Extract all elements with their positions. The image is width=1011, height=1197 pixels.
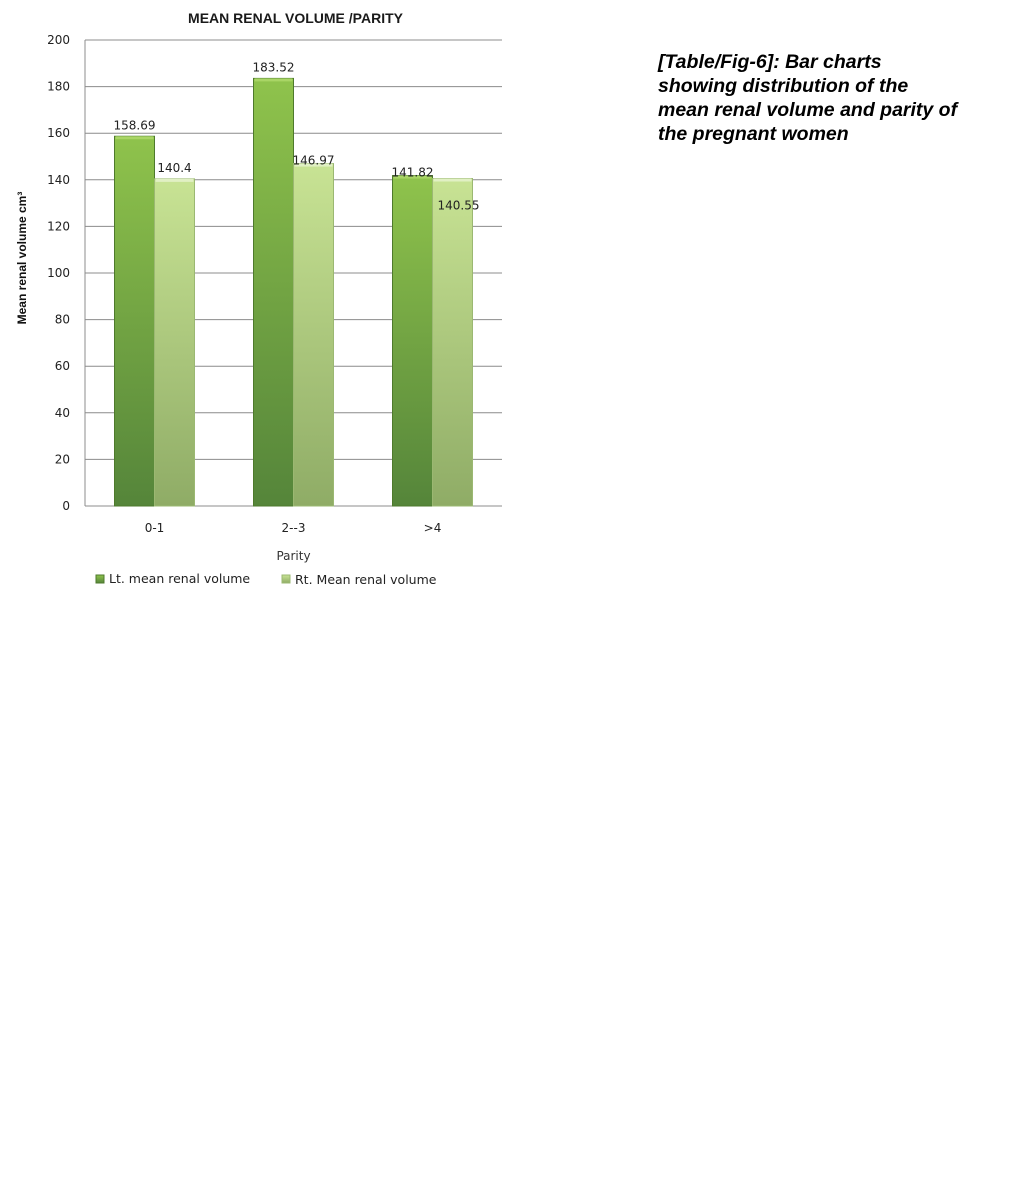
y-tick-label: 80: [54, 312, 70, 327]
legend-swatch: [96, 575, 104, 583]
legend-label: Rt. Mean renal volume: [295, 572, 437, 587]
bar-lt-1: [254, 78, 294, 506]
legend: [96, 571, 437, 587]
bar-rt-0: [155, 179, 195, 506]
y-tick-label: 40: [54, 405, 70, 420]
bar-rt-2: [433, 179, 473, 506]
x-tick-label: >4: [423, 521, 442, 535]
data-label: 140.55: [437, 198, 480, 213]
chart-title: MEAN RENAL VOLUME /PARITY: [188, 10, 403, 26]
data-label: 141.82: [391, 165, 434, 180]
data-label: 146.97: [292, 153, 335, 168]
bar-lt-2: [393, 176, 433, 506]
bar-top-highlight: [434, 179, 472, 182]
y-axis-title: Mean renal volume cm³: [15, 191, 29, 325]
y-tick-label: 140: [47, 172, 70, 187]
data-label: 158.69: [113, 118, 156, 133]
y-axis-ticks: [47, 33, 70, 513]
x-tick-label: 2--3: [281, 521, 306, 535]
bar-lt-0: [115, 136, 155, 506]
data-label: 183.52: [252, 60, 295, 75]
y-tick-label: 200: [47, 33, 70, 47]
x-tick-label: 0-1: [144, 521, 165, 535]
x-axis-title: Parity: [276, 549, 311, 563]
y-tick-label: 100: [47, 266, 70, 280]
y-tick-label: 60: [54, 359, 70, 374]
y-tick-label: 120: [47, 219, 70, 234]
x-axis-ticks: [145, 521, 442, 535]
bar-top-highlight: [255, 78, 293, 81]
bar-top-highlight: [156, 179, 194, 182]
legend-swatch: [282, 575, 290, 583]
y-tick-label: 0: [62, 499, 70, 513]
y-tick-label: 20: [54, 452, 70, 467]
figure-caption: [Table/Fig-6]: Bar charts showing distribution of the mean renal volume and parity of the pregnant women: [658, 51, 958, 145]
y-tick-label: 180: [47, 79, 70, 94]
bars: [115, 78, 473, 506]
legend-label: Lt. mean renal volume: [109, 571, 251, 586]
y-tick-label: 160: [47, 126, 70, 141]
bar-top-highlight: [116, 136, 154, 139]
bar-rt-1: [294, 164, 334, 506]
data-label: 140.4: [157, 160, 192, 175]
